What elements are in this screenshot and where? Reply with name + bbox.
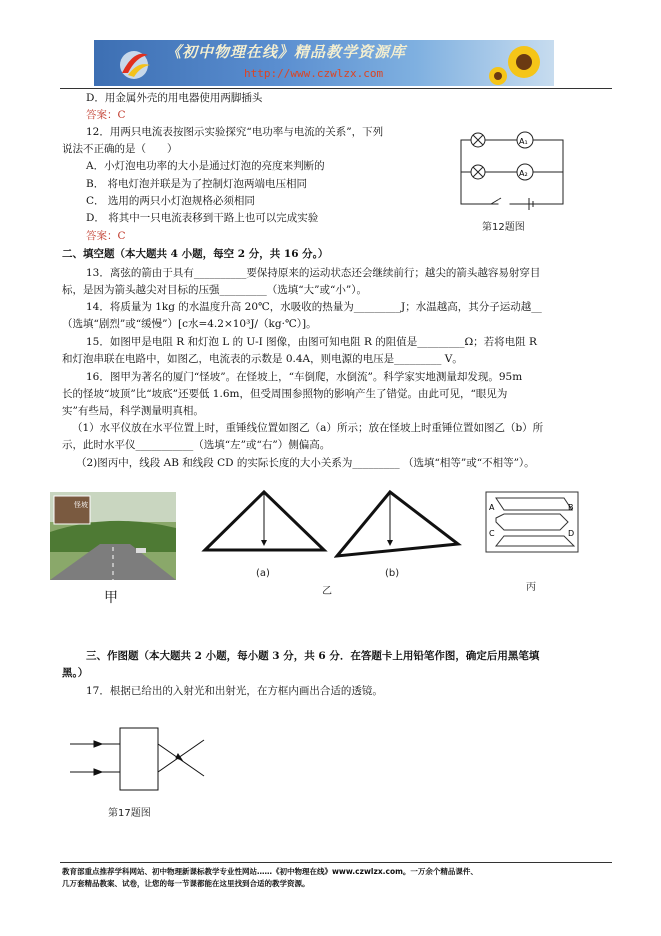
section-3-heading-line1: 三、作图题（本大题共 2 小题，每小题 3 分，共 6 分．在答题卡上用铅笔作图，确定后用黑笔填 (86, 650, 540, 662)
q15-line1: 15．如图甲是电阻 R 和灯泡 L 的 U-I 图像，由图可知电阻 R 的阻值是_________Ω；若将电阻 R (86, 336, 537, 348)
slope-photo (50, 492, 176, 580)
header-rule (60, 88, 612, 89)
photo-label: 怪坡 (74, 501, 88, 509)
fig-b-caption: (b) (385, 568, 400, 579)
q14-line2: （选填“剧烈”或“缓慢”）[c水=4.2×10³J/（kg·℃）]。 (62, 318, 317, 330)
label-d: D (568, 529, 575, 538)
q16-line1: 16．图甲为著名的厦门“怪坡”。在怪坡上，“车倒爬，水倒流”。科学家实地测量却发现。95m (86, 371, 523, 383)
sunflower-icon (484, 40, 554, 86)
q12-line1: 12．用两只电流表按图示实验探究“电功率与电流的关系”，下列 (86, 126, 384, 138)
section-2-heading: 二、填空题（本大题共 4 小题，每空 2 分，共 16 分。） (62, 248, 329, 260)
fig-bing-caption: 丙 (526, 582, 536, 593)
banner-title: 《初中物理在线》精品教学资源库 (166, 43, 407, 61)
lens-box-diagram (64, 722, 214, 802)
q16-line5: 示，此时水平仪___________（选填“左”或“右”）侧偏高。 (62, 439, 331, 451)
label-b: B (568, 503, 574, 512)
q16-line2: 长的怪坡“坡顶”比“坡底”还要低 1.6m，但受周围参照物的影响产生了错觉。由此可见，“眼见为 (62, 388, 508, 400)
footer-line1: 教育部重点推荐学科网站、初中物理新课标教学专业性网站……《初中物理在线》www.czwlzx.com。一万余个精品课件、 (62, 867, 478, 876)
level-b-diagram (334, 488, 464, 562)
q13-line1: 13．离弦的箭由于具有__________要保持原来的运动状态还会继续前行；越尖的箭头越容易射穿目 (86, 267, 541, 279)
fig-yi-caption: 乙 (322, 586, 332, 597)
header-banner (94, 40, 554, 86)
fig12-caption: 第12题图 (482, 222, 525, 233)
q17-text: 17．根据已给出的入射光和出射光，在方框内画出合适的透镜。 (86, 685, 383, 697)
label-c: C (489, 529, 495, 538)
q16-line6: （2)图丙中，线段 AB 和线段 CD 的实际长度的大小关系为_________ （选填“相等”或“不相等”）。 (76, 457, 535, 469)
q15-line2: 和灯泡串联在电路中，如图乙，电流表的示数是 0.4A，则电源的电压是_________ V。 (62, 353, 463, 365)
q12-option-a: A．小灯泡电功率的大小是通过灯泡的亮度来判断的 (86, 160, 325, 172)
ammeter-a2-label: A₂ (519, 169, 528, 178)
fig-a-caption: (a) (256, 568, 270, 579)
footer-rule (60, 862, 612, 863)
circuit-diagram-12 (443, 128, 573, 228)
illusion-diagram (484, 490, 584, 556)
banner-url: http://www.czwlzx.com (244, 67, 384, 80)
answer-11: 答案：C (86, 109, 126, 121)
q12-option-c: C． 选用的两只小灯泡规格必须相同 (86, 195, 255, 207)
q13-line2: 标，是因为箭头越尖对目标的压强_________（选填“大”或“小”）。 (62, 284, 367, 296)
level-a-diagram (200, 488, 330, 558)
q14-line1: 14．将质量为 1kg 的水温度升高 20℃，水吸收的热量为_________J；水温越高，其分子运动越__ (86, 301, 542, 313)
q12-option-b: B． 将电灯泡并联是为了控制灯泡两端电压相同 (86, 178, 308, 190)
fig-jia-caption: 甲 (104, 590, 118, 606)
q16-line4: （1）水平仪放在水平位置上时，重锤线位置如图乙（a）所示；放在怪坡上时重锤位置如图乙（b）所 (72, 422, 544, 434)
fig17-caption: 第17题图 (108, 808, 151, 819)
answer-12: 答案：C (86, 230, 126, 242)
label-a: A (489, 503, 495, 512)
section-3-heading-line2: 黑。） (62, 667, 89, 679)
footer-line2: 几万套精品教案、试卷，让您的每一节课都能在这里找到合适的教学资源。 (62, 879, 310, 888)
ammeter-a1-label: A₁ (519, 137, 528, 146)
q16-line3: 实”有些局，科学测量明真相。 (62, 405, 204, 417)
q12-option-d: D． 将其中一只电流表移到干路上也可以完成实验 (86, 212, 319, 224)
option-d: D．用金属外壳的用电器使用两脚插头 (86, 92, 263, 104)
q12-line2: 说法不正确的是（ ） (62, 143, 178, 155)
logo-icon (114, 43, 154, 83)
